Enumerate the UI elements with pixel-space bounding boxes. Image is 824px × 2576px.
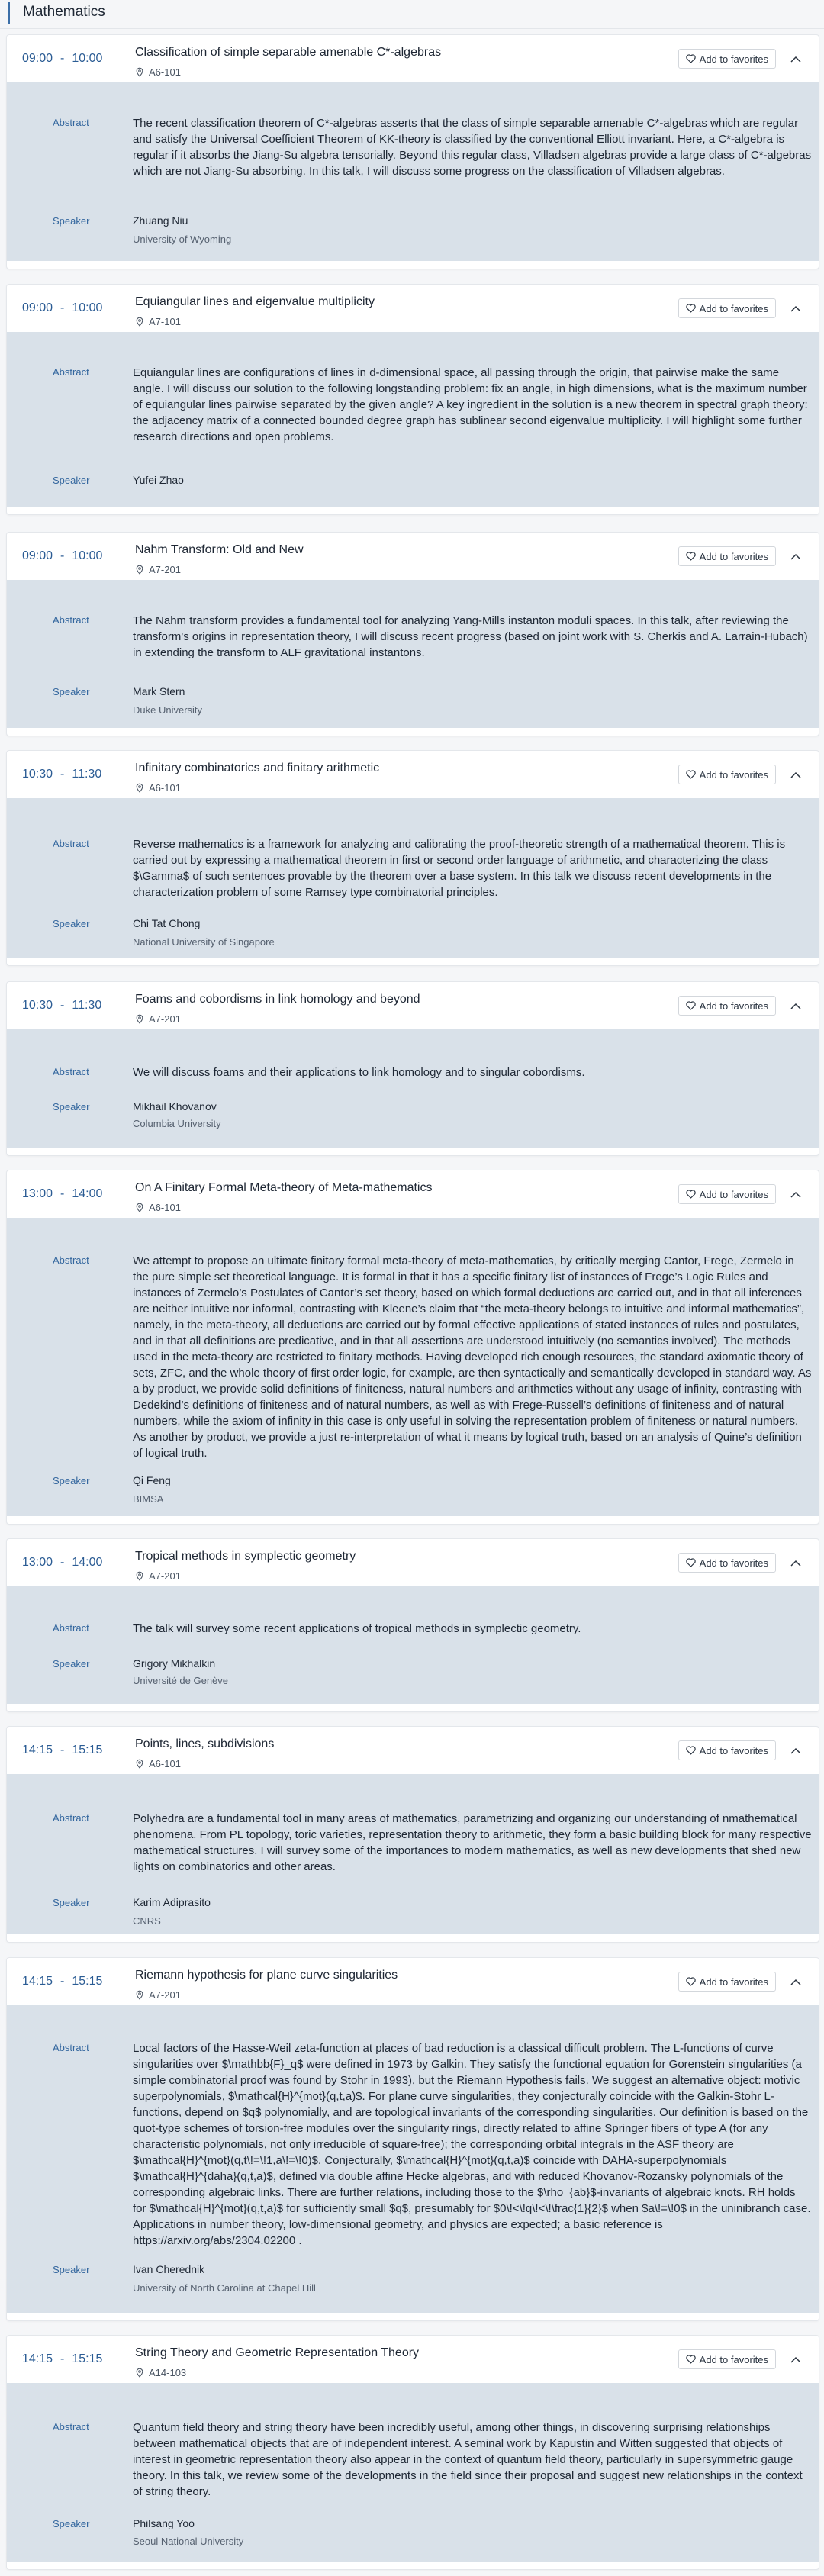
speaker-label: Speaker	[53, 2518, 90, 2529]
add-to-favorites-button[interactable]	[678, 49, 776, 69]
speaker-name: Chi Tat Chong	[133, 917, 201, 929]
add-to-favorites-button[interactable]	[678, 765, 776, 784]
chevron-up-icon	[790, 1191, 801, 1198]
abstract-text: Polyhedra are a fundamental tool in many areas of mathematics, parametrizing and organizing our understanding of nmathematical phenomena. From PL topology, toric varieties, representation theory to arithmetic, they form a basic building block for many respective mathematical structures. I will survey some of the importances to modern mathematics, as well as new developments that shed new lights on combinatorics and other areas.	[133, 1812, 812, 1873]
abstract-label: Abstract	[53, 1622, 89, 1634]
room-label: A7-101	[149, 316, 181, 327]
session-location	[135, 564, 181, 575]
session-details	[7, 1586, 819, 1704]
favorite-label: Add to favorites	[699, 1188, 768, 1200]
speaker-affiliation: University of Wyoming	[133, 233, 232, 245]
chevron-up-icon	[790, 553, 801, 560]
speaker-affiliation: Duke University	[133, 704, 203, 716]
abstract-text: The Nahm transform provides a fundamental tool for analyzing Yang-Mills instanton moduli spaces. In this talk, after reviewing the transform's origins in representation theory, I will discuss recent progress (based on joint work with S. Cherkis and A. Larrain-Hubach) in extending the transform to ALF gravitational instantons.	[133, 614, 808, 659]
room-label: A6-101	[149, 782, 181, 794]
session-title: On A Finitary Formal Meta-theory of Meta-mathematics	[135, 1181, 433, 1194]
session-card	[6, 1957, 819, 2321]
location-pin-icon	[135, 783, 144, 793]
heart-icon	[686, 304, 696, 313]
collapse-toggle[interactable]	[788, 1187, 803, 1202]
session-title: Classification of simple separable amenable C*-algebras	[135, 46, 442, 59]
session-card	[6, 1538, 819, 1712]
location-pin-icon	[135, 67, 144, 77]
collapse-toggle[interactable]	[788, 998, 803, 1013]
session-header[interactable]	[7, 1958, 819, 2005]
speaker-label: Speaker	[53, 1658, 90, 1670]
start-time: 14:15	[22, 1975, 53, 1988]
add-to-favorites-button[interactable]	[678, 1972, 776, 1992]
add-to-favorites-button[interactable]	[678, 996, 776, 1016]
heart-icon	[686, 552, 696, 561]
collapse-toggle[interactable]	[788, 51, 803, 66]
speaker-affiliation: Université de Genève	[133, 1675, 229, 1686]
add-to-favorites-button[interactable]	[678, 1553, 776, 1573]
speaker-label: Speaker	[53, 2264, 90, 2275]
abstract-text: We attempt to propose an ultimate finitary formal meta-theory of meta-mathematics, by critically merging Cantor, Frege, Zermelo in the pure simple set theoretical language. It is formal in that it has a specific finitary list of instances of Frege’s Logic Rules and instances of Zermelo’s Postulates of Cantor’s set theory, based on which formal deductions are carried out, and in that all inferences are neither intuitive nor informal, contrasting with Kleene’s claim that “the meta-theory belongs to intuitive and informal mathematics”, namely, in the meta-theory, all deductions are carried out by formal effective applications of stated instances of rules and postulates, and in that all definitions are predicative, and in that all assertions are understood intuitively (no semantics involved). The methods used in the meta-theory are restricted to finitary methods. Having developed rich enough resources, the standard axiomatic theory of sets, ZFC, and the whole theory of first order logic, for example, are then syntactically and semantically developed in standard way. As a by product, we provide solid definitions of finiteness, natural numbers and arithmetics without any usage of infinity, contrasting with Dedekind’s definitions of finiteness and of natural numbers, as well as with Frege-Russell’s definitions of finiteness and of natural numbers, while the axiom of infinity in this case is only useful in solving the representation problem of finiteness or natural numbers. As another by product, we provide a just re-interpretation of what it means by logical truth, based on an analysis of Quine’s definition of logical truth.	[133, 1254, 812, 1460]
speaker-affiliation: BIMSA	[133, 1493, 164, 1505]
start-time: 14:15	[22, 2352, 53, 2365]
end-time: 15:15	[72, 1975, 103, 1988]
collapse-toggle[interactable]	[788, 1974, 803, 1989]
location-pin-icon	[135, 1571, 144, 1581]
speaker-name: Mark Stern	[133, 685, 185, 697]
chevron-up-icon	[790, 2356, 801, 2363]
collapse-toggle[interactable]	[788, 1555, 803, 1570]
room-label: A6-101	[149, 1758, 181, 1769]
session-card	[6, 2335, 819, 2570]
favorite-label: Add to favorites	[699, 1975, 768, 1988]
start-time: 09:00	[22, 301, 53, 314]
heart-icon	[686, 54, 696, 63]
session-time: 10:30 - 11:30	[22, 768, 102, 781]
session-title: Foams and cobordisms in link homology and beyond	[135, 993, 420, 1006]
session-card	[6, 532, 819, 736]
session-header[interactable]	[7, 751, 819, 798]
add-to-favorites-button[interactable]	[678, 546, 776, 566]
abstract-text: The recent classification theorem of C*-algebras asserts that the class of simple separable amenable C*-algebras which are regular and satisfy the Universal Coefficient Theorem of KK-theory is classified by the conventional Elliott invariant. Here, a C*-algebra is regular if it absorbs the Jiang-Su algebra tensorially. Beyond this regular class, Villadsen algebras provide a large class of C*-algebras which are not Jiang-Su absorbing. In this talk, I will discuss some progress on the classification of Villadsen algebras.	[133, 117, 812, 178]
location-pin-icon	[135, 1203, 144, 1212]
session-card	[6, 34, 819, 269]
session-details	[7, 2005, 819, 2313]
collapse-toggle[interactable]	[788, 1743, 803, 1758]
speaker-affiliation: CNRS	[133, 1915, 161, 1927]
end-time: 11:30	[72, 999, 102, 1012]
session-header[interactable]	[7, 1170, 819, 1218]
chevron-up-icon	[790, 1003, 801, 1009]
session-card	[6, 750, 819, 966]
abstract-label: Abstract	[53, 614, 89, 626]
speaker-affiliation: University of North Carolina at Chapel Hill	[133, 2282, 316, 2294]
start-time: 14:15	[22, 1744, 53, 1757]
session-title: Equiangular lines and eigenvalue multiplicity	[135, 295, 375, 308]
favorite-label: Add to favorites	[699, 2353, 768, 2365]
speaker-label: Speaker	[53, 1475, 90, 1486]
speaker-name: Qi Feng	[133, 1474, 171, 1486]
location-pin-icon	[135, 565, 144, 575]
location-pin-icon	[135, 2368, 144, 2378]
speaker-name: Karim Adiprasito	[133, 1896, 211, 1908]
session-title: Points, lines, subdivisions	[135, 1737, 275, 1750]
room-label: A7-201	[149, 1570, 181, 1582]
end-time: 15:15	[72, 2352, 103, 2365]
favorite-label: Add to favorites	[699, 1744, 768, 1757]
speaker-name: Ivan Cherednik	[133, 2263, 205, 2275]
room-label: A7-201	[149, 1013, 181, 1025]
start-time: 10:30	[22, 999, 53, 1012]
session-location	[135, 1202, 181, 1213]
speaker-label: Speaker	[53, 215, 90, 227]
speaker-name: Philsang Yoo	[133, 2517, 195, 2529]
chevron-up-icon	[790, 305, 801, 312]
abstract-label: Abstract	[53, 117, 89, 128]
session-title: Tropical methods in symplectic geometry	[135, 1550, 356, 1563]
session-card	[6, 1726, 819, 1943]
page-title: Mathematics	[0, 0, 824, 29]
add-to-favorites-button[interactable]	[678, 2349, 776, 2369]
add-to-favorites-button[interactable]	[678, 1740, 776, 1760]
start-time: 10:30	[22, 768, 53, 781]
start-time: 13:00	[22, 1556, 53, 1569]
speaker-label: Speaker	[53, 686, 90, 697]
collapse-toggle[interactable]	[788, 549, 803, 564]
session-title: Riemann hypothesis for plane curve singularities	[135, 1969, 398, 1982]
end-time: 10:00	[72, 52, 103, 65]
speaker-affiliation: National University of Singapore	[133, 936, 275, 948]
heart-icon	[686, 1977, 696, 1986]
chevron-up-icon	[790, 1747, 801, 1754]
session-location	[135, 66, 181, 78]
session-details	[7, 798, 819, 958]
abstract-text: Quantum field theory and string theory have been incredibly useful, among other things, in discovering surprising relationships between mathematical objects that are of independent interest. A seminal work by Kapustin and Witten suggested that objects of interest in geometric representation theory also appear in the context of quantum field theory, particularly in supersymmetric gauge theory. In this talk, we review some of the developments in the field since their proposal and suggest new relationships in the context of string theory.	[133, 2421, 803, 2498]
session-location	[135, 1570, 181, 1582]
session-header[interactable]	[7, 982, 819, 1029]
chevron-up-icon	[790, 1979, 801, 1985]
location-pin-icon	[135, 1014, 144, 1024]
speaker-label: Speaker	[53, 918, 90, 929]
session-title: Infinitary combinatorics and finitary arithmetic	[135, 762, 380, 774]
abstract-text: Local factors of the Hasse-Weil zeta-function at places of bad reduction is a classical difficult problem. The L-functions of curve singularities over $\mathbb{F}_q$ were defined in 1973 by Galkin. They satisfy the functional equation for Gorenstein singularities (a simple combinatorial proof was found by Stohr in 1993), but the Riemann Hypothesis fails. We suggest an alternative object: motivic superpolynomials, $\mathcal{H}^{mot}(q,t,a)$. For plane curve singularities, they conjecturally coincide with the Galkin-Stohr L-functions, depend on $q$ polynomially, and are topological invariants of the corresponding singularities. Our definition is based on the quot-type schemes of torsion-free modules over the singularity rings, directly related to affine Springer fibers of type A (for any characteristic polynomials, not only irreducible of square-free); the corresponding orbital integrals in the ASF theory are $\mathcal{H}^{mot}(q,t\!=\!1,a\!=\!0)$. Conjecturally, $\mathcal{H}^{mot}(q,t,a)$ coincide with DAHA-superpolynomials $\mathcal{H}^{daha}(q,t,a)$, defined via double affine Hecke algebras, and with reduced Khovanov-Rozansky polynomials of the corresponding algebraic links. There are further relations, including those to the $\rho_{ab}$-invariants of algebraic knots. RH holds for $\mathcal{H}^{mot}(q,t,a)$ for sufficiently small $q$, presumably for $0\!<\!q\!<\!\frac{1}{2}$ when $a\!=\!0$ in the uninibranch case. Applications in number theory, low-dimensional geometry, and physics are expected; a basic reference is https://arxiv.org/abs/2304.02200 .	[133, 2042, 811, 2247]
abstract-label: Abstract	[53, 1812, 89, 1824]
room-label: A14-103	[149, 2367, 187, 2378]
abstract-text: Equiangular lines are configurations of lines in d-dimensional space, all passing through the origin, that pairwise make the same angle. I will discuss our solution to the following longstanding problem: fix an angle, in high dimensions, what is the maximum number of equiangular lines pairwise separated by the given angle? A key ingredient in the solution is a new theorem in spectral graph theory: the adjacency matrix of a connected bounded degree graph has sublinear second eigenvalue multiplicity. I will highlight some further research directions and open problems.	[133, 366, 808, 443]
session-card	[6, 284, 819, 515]
chevron-up-icon	[790, 1560, 801, 1567]
abstract-label: Abstract	[53, 2042, 89, 2053]
session-header[interactable]	[7, 2336, 819, 2383]
session-title: String Theory and Geometric Representation Theory	[135, 2346, 420, 2359]
session-header[interactable]	[7, 533, 819, 580]
session-location	[135, 782, 181, 794]
chevron-up-icon	[790, 56, 801, 63]
speaker-affiliation: Seoul National University	[133, 2536, 244, 2547]
favorite-label: Add to favorites	[699, 1557, 768, 1569]
room-label: A7-201	[149, 1989, 181, 2001]
session-time: 13:00 - 14:00	[22, 1556, 103, 1569]
session-location	[135, 1758, 181, 1769]
session-details	[7, 82, 819, 261]
speaker-name: Mikhail Khovanov	[133, 1100, 217, 1113]
heart-icon	[686, 1001, 696, 1010]
location-pin-icon	[135, 1759, 144, 1769]
start-time: 13:00	[22, 1187, 53, 1200]
session-details	[7, 1218, 819, 1516]
session-location	[135, 2367, 186, 2378]
collapse-toggle[interactable]	[788, 301, 803, 316]
heart-icon	[686, 770, 696, 779]
abstract-label: Abstract	[53, 366, 89, 378]
heart-icon	[686, 1558, 696, 1567]
end-time: 15:15	[72, 1744, 103, 1757]
session-card	[6, 981, 819, 1156]
session-header[interactable]	[7, 1539, 819, 1586]
session-time: 10:30 - 11:30	[22, 999, 102, 1012]
favorite-label: Add to favorites	[699, 768, 768, 781]
session-header[interactable]	[7, 1727, 819, 1774]
session-time: 09:00 - 10:00	[22, 52, 103, 65]
end-time: 11:30	[72, 768, 102, 781]
session-time: 13:00 - 14:00	[22, 1187, 103, 1200]
session-time: 14:15 - 15:15	[22, 1744, 103, 1757]
favorite-label: Add to favorites	[699, 1000, 768, 1012]
abstract-text: The talk will survey some recent applications of tropical methods in symplectic geometry.	[133, 1622, 581, 1635]
session-details	[7, 332, 819, 507]
end-time: 14:00	[72, 1187, 103, 1200]
session-location	[135, 316, 181, 327]
abstract-text: Reverse mathematics is a framework for analyzing and calibrating the proof-theoretic strength of a mathematical theorem. This is carried out by expressing a mathematical theorem in first or second order language of arithmetic, and characterizing the class $\Gamma$ of such sentences provable by the theorem over a base system. In this talk we discuss recent developments in the characterization problem of some Ramsey type combinatorial principles.	[133, 838, 786, 899]
abstract-label: Abstract	[53, 838, 89, 849]
heart-icon	[686, 2355, 696, 2364]
session-title: Nahm Transform: Old and New	[135, 543, 304, 556]
speaker-label: Speaker	[53, 475, 90, 486]
abstract-text: We will discuss foams and their applications to link homology and to singular cobordisms.	[133, 1066, 585, 1079]
abstract-label: Abstract	[53, 1254, 89, 1266]
chevron-up-icon	[790, 771, 801, 778]
abstract-label: Abstract	[53, 1066, 89, 1077]
heart-icon	[686, 1190, 696, 1199]
speaker-affiliation: Columbia University	[133, 1118, 221, 1129]
end-time: 14:00	[72, 1556, 103, 1569]
end-time: 10:00	[72, 549, 103, 562]
session-time: 14:15 - 15:15	[22, 1975, 103, 1988]
speaker-name: Zhuang Niu	[133, 214, 188, 227]
end-time: 10:00	[72, 301, 103, 314]
collapse-toggle[interactable]	[788, 767, 803, 782]
session-card	[6, 1170, 819, 1525]
speaker-name: Yufei Zhao	[133, 474, 184, 486]
speaker-label: Speaker	[53, 1101, 90, 1113]
add-to-favorites-button[interactable]	[678, 298, 776, 318]
session-time: 09:00 - 10:00	[22, 301, 103, 314]
location-pin-icon	[135, 1990, 144, 2000]
heart-icon	[686, 1746, 696, 1755]
session-time: 09:00 - 10:00	[22, 549, 103, 562]
session-time: 14:15 - 15:15	[22, 2352, 103, 2365]
session-details	[7, 2383, 819, 2562]
location-pin-icon	[135, 317, 144, 327]
speaker-name: Grigory Mikhalkin	[133, 1657, 216, 1670]
session-details	[7, 580, 819, 728]
session-details	[7, 1029, 819, 1148]
room-label: A6-101	[149, 66, 181, 78]
speaker-label: Speaker	[53, 1897, 90, 1908]
add-to-favorites-button[interactable]	[678, 1184, 776, 1204]
room-label: A6-101	[149, 1202, 181, 1213]
abstract-label: Abstract	[53, 2421, 89, 2433]
favorite-label: Add to favorites	[699, 302, 768, 314]
favorite-label: Add to favorites	[699, 53, 768, 65]
session-header[interactable]	[7, 285, 819, 332]
session-location	[135, 1013, 181, 1025]
start-time: 09:00	[22, 549, 53, 562]
favorite-label: Add to favorites	[699, 550, 768, 562]
start-time: 09:00	[22, 52, 53, 65]
session-details	[7, 1774, 819, 1934]
room-label: A7-201	[149, 564, 181, 575]
session-header[interactable]	[7, 35, 819, 82]
collapse-toggle[interactable]	[788, 2352, 803, 2367]
session-location	[135, 1989, 181, 2001]
